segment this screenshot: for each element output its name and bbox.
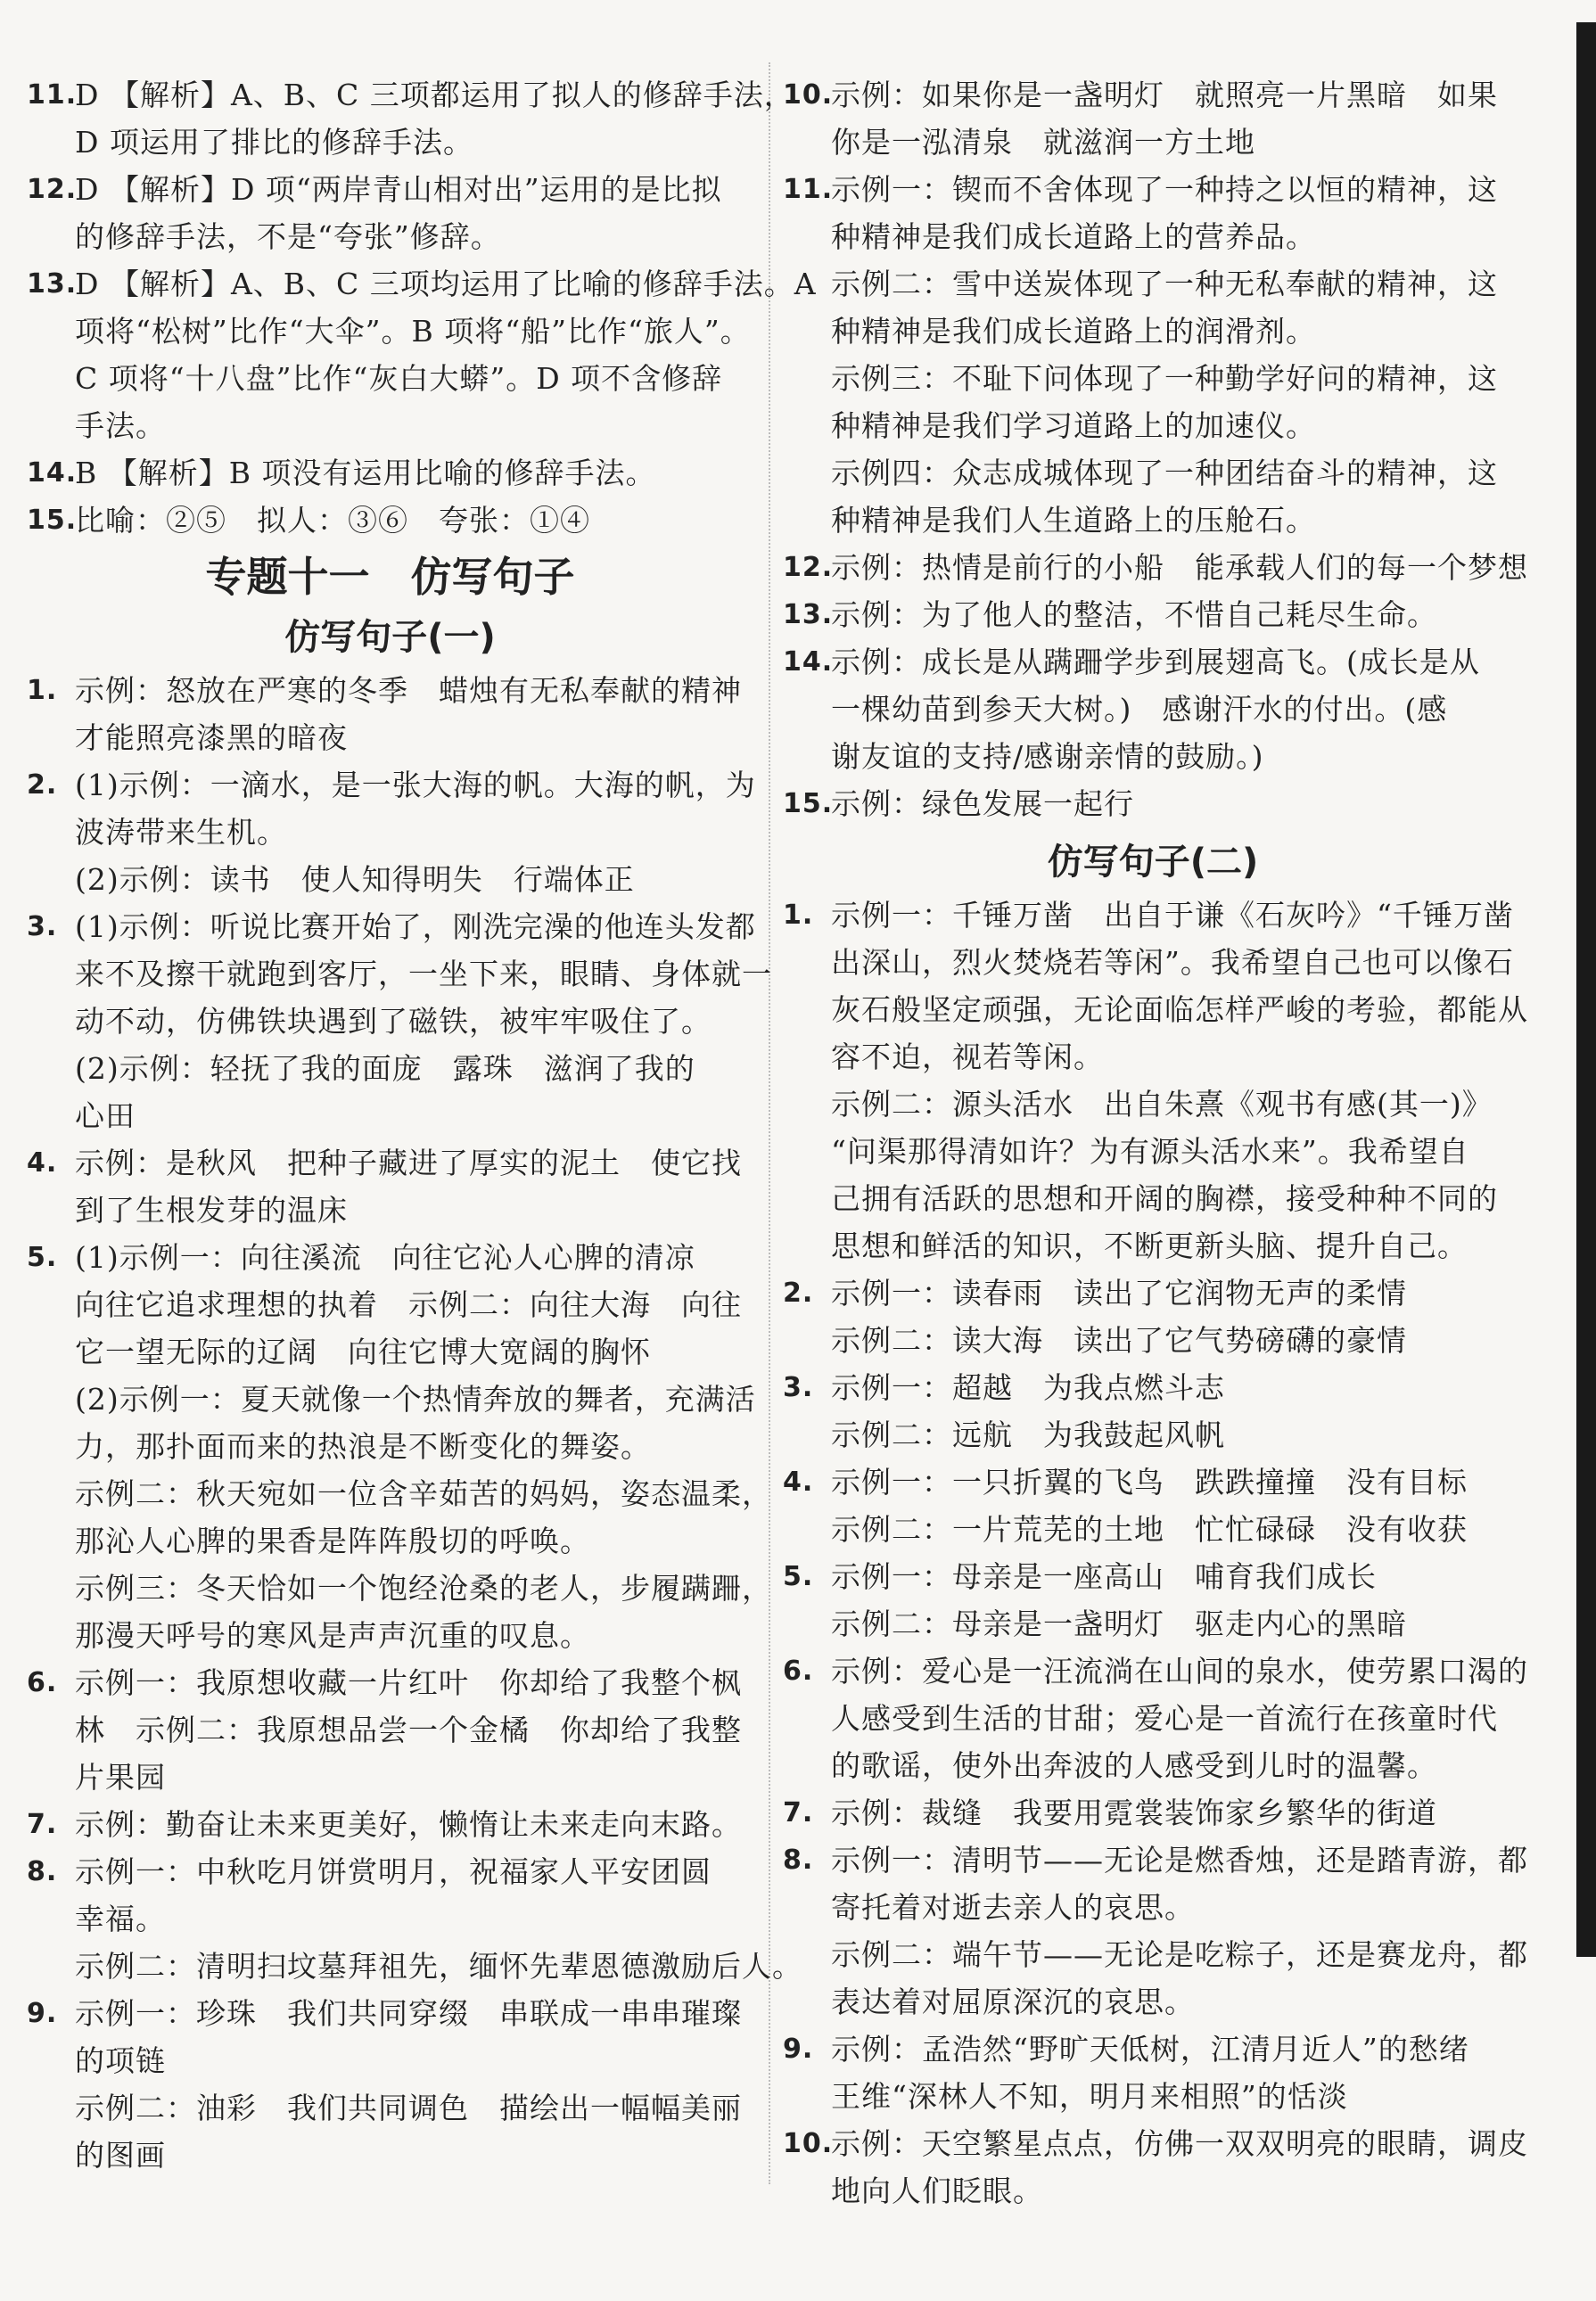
answer-line: 示例一：锲而不舍体现了一种持之以恒的精神，这 <box>831 172 1498 207</box>
answer-line: 示例四：众志成城体现了一种团结奋斗的精神，这 <box>831 456 1498 490</box>
answer-item <box>783 591 1523 638</box>
answer-line: 它一望无际的辽阔 向往它博大宽阔的胸怀 <box>75 1335 651 1369</box>
answer-line: “问渠那得清如许？为有源头活水来”。我希望自 <box>831 1134 1469 1169</box>
answer-number: 5. <box>27 1242 58 1273</box>
answer-item <box>27 1139 753 1234</box>
right-items-bottom <box>783 892 1528 2215</box>
answer-number: 9. <box>27 1998 58 2029</box>
column-divider <box>769 62 770 2184</box>
answer-line: 示例二：秋天宛如一位含辛茹苦的妈妈，姿态温柔， <box>75 1476 772 1511</box>
answer-line: 示例二：端午节——无论是吃粽子，还是赛龙舟，都 <box>831 1937 1528 1972</box>
answer-number: 13. <box>27 268 78 300</box>
answer-line: (1)示例：一滴水，是一张大海的帆。大海的帆，为 <box>75 768 756 802</box>
answer-item <box>783 166 1523 544</box>
answer-line: 示例：成长是从蹒跚学步到展翅高飞。(成长是从 <box>831 645 1480 679</box>
answer-number: 6. <box>783 1656 814 1687</box>
answer-line: 示例一：清明节——无论是燃香烛，还是踏青游，都 <box>831 1843 1528 1878</box>
answer-item <box>783 1837 1528 2026</box>
answer-number: 14. <box>783 646 834 678</box>
answer-line: (1)示例：听说比赛开始了，刚洗完澡的他连头发都 <box>75 909 756 944</box>
answer-item <box>783 1553 1523 1648</box>
answer-line: 灰石般坚定顽强，无论面临怎样严峻的考验，都能从 <box>831 992 1528 1027</box>
answer-line: 示例三：不耻下问体现了一种勤学好问的精神，这 <box>831 361 1498 396</box>
answer-number: 9. <box>783 2034 814 2065</box>
answer-line: 示例二：清明扫坟墓拜祖先，缅怀先辈恩德激励后人。 <box>75 1949 802 1984</box>
page-edge-tab <box>1576 22 1596 1957</box>
answer-line: 才能照亮漆黑的暗夜 <box>75 720 348 755</box>
answer-item <box>27 1659 753 1801</box>
answer-line: 思想和鲜活的知识，不断更新头脑、提升自己。 <box>831 1229 1468 1263</box>
answer-item <box>783 2026 1523 2120</box>
answer-line: 己拥有活跃的思想和开阔的胸襟，接受种种不同的 <box>831 1181 1498 1216</box>
answer-item <box>27 71 794 166</box>
answer-item <box>27 667 753 761</box>
answer-item <box>783 1364 1523 1459</box>
answer-item <box>27 497 753 544</box>
right-items-top <box>783 71 1528 827</box>
answer-number: 7. <box>27 1809 58 1840</box>
answer-number: 7. <box>783 1797 814 1828</box>
answer-line: 示例一：一只折翼的飞鸟 跌跌撞撞 没有目标 <box>831 1465 1468 1500</box>
answer-line: 示例二：一片荒芜的土地 忙忙碌碌 没有收获 <box>831 1512 1468 1547</box>
answer-line: 示例二：雪中送炭体现了一种无私奉献的精神，这 <box>831 267 1498 301</box>
answer-line: 示例一：读春雨 读出了它润物无声的柔情 <box>831 1276 1407 1311</box>
answer-line: 的图画 <box>75 2138 166 2173</box>
answer-line: 示例一：千锤万凿 出自于谦《石灰吟》“千锤万凿 <box>831 898 1514 933</box>
answer-item <box>783 1459 1523 1553</box>
answer-item <box>783 1789 1523 1837</box>
answer-number: 10. <box>783 2128 834 2159</box>
answer-line: 项将“松树”比作“大伞”。B 项将“船”比作“旅人”。 <box>75 314 751 349</box>
answer-line: 比喻：②⑤ 拟人：③⑥ 夸张：①④ <box>75 503 590 538</box>
answer-line: 到了生根发芽的温床 <box>75 1193 348 1228</box>
answer-number: 11. <box>783 174 834 205</box>
answer-number: 15. <box>783 788 834 819</box>
answer-line: 示例一：珍珠 我们共同穿缀 串联成一串串璀璨 <box>75 1996 742 2031</box>
answer-item <box>783 638 1523 780</box>
answer-line: 示例：爱心是一汪流淌在山间的泉水，使劳累口渴的 <box>831 1654 1528 1689</box>
answer-line: 示例二：源头活水 出自朱熹《观书有感(其一)》 <box>831 1087 1493 1122</box>
answer-line: 手法。 <box>75 408 166 443</box>
answer-line: 波涛带来生机。 <box>75 815 287 850</box>
answer-line: B 【解析】B 项没有运用比喻的修辞手法。 <box>75 456 656 490</box>
answer-line: 人感受到生活的甘甜；爱心是一首流行在孩童时代 <box>831 1701 1498 1736</box>
answer-line: 示例三：冬天恰如一个饱经沧桑的老人，步履蹒跚， <box>75 1571 772 1606</box>
answer-number: 14. <box>27 457 78 489</box>
answer-line: 示例：勤奋让未来更美好，懒惰让未来走向末路。 <box>75 1807 742 1842</box>
answer-line: 种精神是我们成长道路上的润滑剂。 <box>831 314 1316 349</box>
answer-number: 3. <box>783 1372 814 1403</box>
answer-line: 表达着对屈原深沉的哀思。 <box>831 1985 1195 2019</box>
answer-number: 15. <box>27 505 78 536</box>
answer-line: D 项运用了排比的修辞手法。 <box>75 125 473 160</box>
answer-line: 示例：天空繁星点点，仿佛一双双明亮的眼睛，调皮 <box>831 2126 1528 2161</box>
answer-number: 2. <box>27 769 58 801</box>
answer-line: 容不迫，视若等闲。 <box>831 1040 1104 1074</box>
answer-number: 3. <box>27 911 58 942</box>
answer-line: 幸福。 <box>75 1902 166 1936</box>
answer-line: 你是一泓清泉 就滋润一方土地 <box>831 125 1255 160</box>
answer-line: 示例一：母亲是一座高山 哺育我们成长 <box>831 1559 1377 1594</box>
answer-line: 示例：裁缝 我要用霓裳装饰家乡繁华的街道 <box>831 1796 1437 1830</box>
answer-line: 那漫天呼号的寒风是声声沉重的叹息。 <box>75 1618 590 1653</box>
right-column <box>783 71 1528 2215</box>
answer-line: (1)示例一：向往溪流 向往它沁人心脾的清凉 <box>75 1240 695 1275</box>
answer-number: 1. <box>783 900 814 931</box>
answer-number: 4. <box>27 1147 58 1179</box>
answer-line: 示例二：读大海 读出了它气势磅礴的豪情 <box>831 1323 1407 1358</box>
answer-line: D 【解析】A、B、C 三项都运用了拟人的修辞手法， <box>75 78 794 112</box>
answer-line: 地向人们眨眼。 <box>831 2174 1043 2208</box>
answer-line: 示例：绿色发展一起行 <box>831 786 1134 821</box>
answer-number: 12. <box>783 552 834 583</box>
left-items-bottom <box>27 667 802 2179</box>
answer-line: 示例一：我原想收藏一片红叶 你却给了我整个枫 <box>75 1665 742 1700</box>
subsection-title-2: 仿写句子(二) <box>1047 842 1259 883</box>
answer-line: 种精神是我们学习道路上的加速仪。 <box>831 408 1316 443</box>
answer-line: 谢友谊的支持/感谢亲情的鼓励。) <box>831 739 1264 774</box>
answer-number: 2. <box>783 1278 814 1309</box>
answer-line: 来不及擦干就跑到客厅，一坐下来，眼睛、身体就一 <box>75 957 772 991</box>
answer-number: 5. <box>783 1561 814 1592</box>
answer-line: 示例二：母亲是一盏明灯 驱走内心的黑暗 <box>831 1607 1407 1641</box>
answer-item <box>27 1801 753 1848</box>
answer-item <box>27 1848 802 1990</box>
answer-line: 片果园 <box>75 1760 166 1795</box>
answer-line: 示例一：中秋吃月饼赏明月，祝福家人平安团圆 <box>75 1854 712 1889</box>
answer-number: 12. <box>27 174 78 205</box>
answer-item <box>783 71 1523 166</box>
answer-number: 8. <box>27 1856 58 1887</box>
answer-item <box>27 449 753 497</box>
answer-line: 种精神是我们人生道路上的压舱石。 <box>831 503 1316 538</box>
answer-item <box>27 761 756 903</box>
answer-line: 出深山，烈火焚烧若等闲”。我希望自己也可以像石 <box>831 945 1514 980</box>
answer-number: 8. <box>783 1845 814 1876</box>
answer-line: (2)示例：读书 使人知得明失 行端体正 <box>75 862 635 897</box>
answer-line: D 【解析】D 项“两岸青山相对出”运用的是比拟 <box>75 172 722 207</box>
answer-line: 寄托着对逝去亲人的哀思。 <box>831 1890 1195 1925</box>
answer-line: 王维“深林人不知，明月来相照”的恬淡 <box>831 2079 1348 2114</box>
answer-item <box>783 892 1528 1270</box>
answer-line: 示例一：超越 为我点燃斗志 <box>831 1370 1225 1405</box>
answer-item <box>783 544 1528 591</box>
answer-line: 一棵幼苗到参天大树。) 感谢汗水的付出。(感 <box>831 692 1448 727</box>
answer-item <box>27 1234 772 1659</box>
answer-item <box>27 1990 753 2179</box>
subsection-title-1: 仿写句子(一) <box>284 617 496 658</box>
answer-item <box>27 166 753 260</box>
answer-item <box>27 903 772 1139</box>
answer-line: 示例：热情是前行的小船 能承载人们的每一个梦想 <box>831 550 1528 585</box>
answer-line: 的项链 <box>75 2043 166 2078</box>
answer-item <box>783 1270 1523 1364</box>
answer-line: 心田 <box>75 1098 136 1133</box>
answer-number: 1. <box>27 675 58 706</box>
answer-number: 4. <box>783 1467 814 1498</box>
answer-number: 10. <box>783 79 834 111</box>
answer-line: 示例：怒放在严寒的冬季 蜡烛有无私奉献的精神 <box>75 673 742 708</box>
answer-line: D 【解析】A、B、C 三项均运用了比喻的修辞手法。A <box>75 267 817 301</box>
answer-line: 的修辞手法，不是“夸张”修辞。 <box>75 219 501 254</box>
answer-line: 示例：孟浩然“野旷天低树，江清月近人”的愁绪 <box>831 2032 1469 2067</box>
answer-line: (2)示例一：夏天就像一个热情奔放的舞者，充满活 <box>75 1382 756 1417</box>
answer-line: (2)示例：轻抚了我的面庞 露珠 滋润了我的 <box>75 1051 695 1086</box>
answer-line: 动不动，仿佛铁块遇到了磁铁，被牢牢吸住了。 <box>75 1004 712 1039</box>
answer-item <box>783 780 1523 827</box>
section-title: 专题十一 仿写句子 <box>205 553 575 601</box>
answer-line: 林 示例二：我原想品尝一个金橘 你却给了我整 <box>75 1713 742 1747</box>
answer-number: 6. <box>27 1667 58 1698</box>
answer-line: 示例二：油彩 我们共同调色 描绘出一幅幅美丽 <box>75 2091 742 2125</box>
answer-line: 那沁人心脾的果香是阵阵殷切的呼唤。 <box>75 1524 590 1558</box>
answer-number: 13. <box>783 599 834 630</box>
answer-line: 示例二：远航 为我鼓起风帆 <box>831 1418 1225 1452</box>
answer-line: 种精神是我们成长道路上的营养品。 <box>831 219 1316 254</box>
answer-line: 示例：如果你是一盏明灯 就照亮一片黑暗 如果 <box>831 78 1498 112</box>
answer-item <box>783 1648 1528 1789</box>
answer-line: 的歌谣，使外出奔波的人感受到儿时的温馨。 <box>831 1748 1437 1783</box>
answer-number: 11. <box>27 79 78 111</box>
answer-line: 力，那扑面而来的热浪是不断变化的舞姿。 <box>75 1429 651 1464</box>
answer-line: 向往它追求理想的执着 示例二：向往大海 向往 <box>75 1287 742 1322</box>
answer-item <box>783 2120 1528 2215</box>
answer-line: C 项将“十八盘”比作“灰白大蟒”。D 项不含修辞 <box>75 361 723 396</box>
answer-item <box>27 260 817 449</box>
answer-line: 示例：是秋风 把种子藏进了厚实的泥土 使它找 <box>75 1146 742 1180</box>
answer-line: 示例：为了他人的整洁，不惜自己耗尽生命。 <box>831 597 1437 632</box>
